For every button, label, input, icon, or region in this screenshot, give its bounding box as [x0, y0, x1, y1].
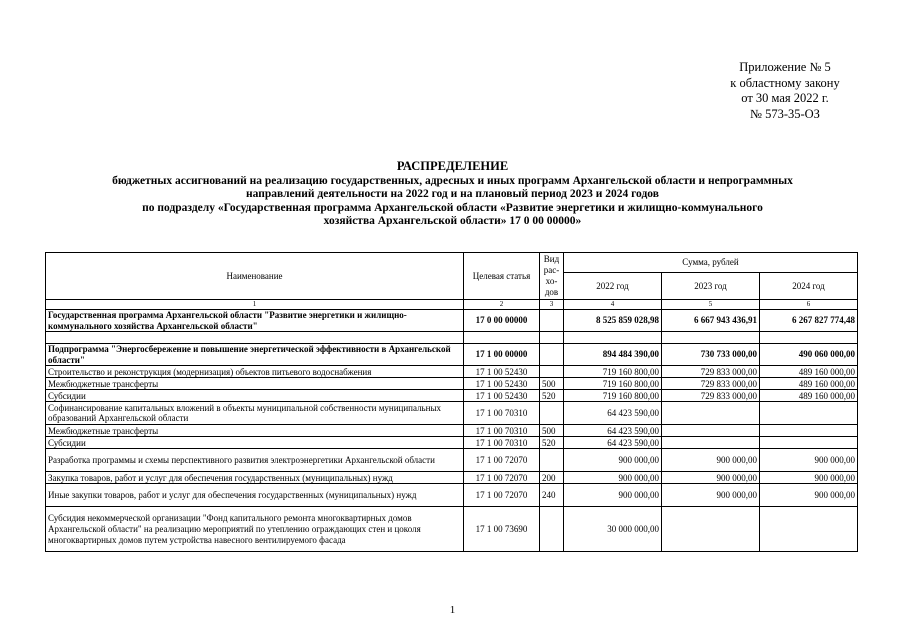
- row-amount-2022: 8 525 859 028,98: [564, 310, 662, 332]
- table-row: [46, 402, 858, 425]
- row-name: Субсидии: [46, 390, 464, 402]
- table-row: [46, 344, 858, 366]
- row-amount-2024: 489 160 000,00: [760, 390, 858, 402]
- appendix-reference: [700, 60, 870, 122]
- row-target-article: 17 1 00 72070: [464, 484, 540, 507]
- row-amount-2023: 6 667 943 436,91: [662, 310, 760, 332]
- row-expense-type: [540, 310, 564, 332]
- column-number-row: [46, 300, 858, 310]
- column-number: 2: [464, 300, 540, 310]
- column-number: 3: [540, 300, 564, 310]
- row-amount-2023: 900 000,00: [662, 472, 760, 484]
- row-amount-2023: 729 833 000,00: [662, 378, 760, 390]
- row-amount-2023: [662, 402, 760, 425]
- row-amount-2023: 729 833 000,00: [662, 366, 760, 378]
- spacer-row: [46, 332, 858, 344]
- row-target-article: 17 1 00 73690: [464, 507, 540, 552]
- row-name: Субсидия некоммерческой организации "Фонд капитального ремонта многоквартирных домов Архангельской области" на реализацию мероприятий по утеплению ограждающих стен и цоколя многоквартирных домов путем устройства навесного вентилируемого фасада: [46, 507, 464, 552]
- row-target-article: 17 1 00 70310: [464, 425, 540, 437]
- row-expense-type: [540, 507, 564, 552]
- appendix-law-number: № 573-35-ОЗ: [750, 106, 820, 121]
- table-row: [46, 437, 858, 449]
- table-row: [46, 472, 858, 484]
- row-amount-2022: 900 000,00: [564, 484, 662, 507]
- row-name: Государственная программа Архангельской области "Развитие энергетики и жилищно-коммунального хозяйства Архангельской области": [46, 310, 464, 332]
- row-expense-type: [540, 344, 564, 366]
- row-amount-2024: 490 060 000,00: [760, 344, 858, 366]
- table-row: [46, 449, 858, 472]
- row-amount-2024: 489 160 000,00: [760, 378, 858, 390]
- title-heading: РАСПРЕДЕЛЕНИЕ: [396, 159, 509, 173]
- document-title: [40, 160, 865, 229]
- row-amount-2023: [662, 437, 760, 449]
- row-name: Софинансирование капитальных вложений в объекты муниципальной собственности муниципальных образований Архангельской области: [46, 402, 464, 425]
- row-amount-2022: 64 423 590,00: [564, 437, 662, 449]
- row-name: Подпрограмма "Энергосбережение и повышение энергетической эффективности в Архангельской области": [46, 344, 464, 366]
- row-expense-type: [540, 449, 564, 472]
- header-name: Наименование: [46, 253, 464, 300]
- row-expense-type: [540, 366, 564, 378]
- row-amount-2024: 6 267 827 774,48: [760, 310, 858, 332]
- row-amount-2022: 64 423 590,00: [564, 425, 662, 437]
- row-name: Закупка товаров, работ и услуг для обеспечения государственных (муниципальных) нужд: [46, 472, 464, 484]
- table-row: [46, 310, 858, 332]
- appendix-date: от 30 мая 2022 г.: [741, 91, 829, 105]
- row-expense-type: [540, 402, 564, 425]
- page-number: 1: [449, 604, 456, 616]
- row-target-article: 17 1 00 72070: [464, 472, 540, 484]
- row-target-article: 17 1 00 72070: [464, 449, 540, 472]
- title-line-3: по подразделу «Государственная программа Архангельской области «Развитие энергетики и жилищно-коммунального: [142, 201, 763, 214]
- row-amount-2022: 900 000,00: [564, 449, 662, 472]
- row-amount-2022: 894 484 390,00: [564, 344, 662, 366]
- row-amount-2023: 900 000,00: [662, 449, 760, 472]
- row-amount-2024: 900 000,00: [760, 484, 858, 507]
- row-name: Межбюджетные трансферты: [46, 425, 464, 437]
- row-amount-2024: [760, 425, 858, 437]
- row-amount-2024: [760, 402, 858, 425]
- row-amount-2024: 489 160 000,00: [760, 366, 858, 378]
- row-expense-type: 500: [540, 378, 564, 390]
- appendix-law: к областному закону: [730, 75, 840, 90]
- row-amount-2024: 900 000,00: [760, 472, 858, 484]
- header-year-2023: 2023 год: [662, 273, 760, 300]
- column-number: 5: [662, 300, 760, 310]
- title-line-1: бюджетных ассигнований на реализацию государственных, адресных и иных программ Архангельской области и непрограммных: [112, 174, 793, 187]
- row-target-article: 17 1 00 70310: [464, 402, 540, 425]
- row-amount-2022: 719 160 800,00: [564, 366, 662, 378]
- row-target-article: 17 1 00 52430: [464, 378, 540, 390]
- row-amount-2023: [662, 425, 760, 437]
- row-expense-type: 520: [540, 437, 564, 449]
- header-year-2024: 2024 год: [760, 273, 858, 300]
- row-target-article: 17 1 00 00000: [464, 344, 540, 366]
- table-row: [46, 390, 858, 402]
- row-expense-type: 520: [540, 390, 564, 402]
- row-amount-2023: 729 833 000,00: [662, 390, 760, 402]
- row-amount-2023: 730 733 000,00: [662, 344, 760, 366]
- table-row: [46, 378, 858, 390]
- header-expense-type: Вид рас- хо- дов: [540, 253, 564, 300]
- row-amount-2024: [760, 437, 858, 449]
- row-target-article: 17 1 00 70310: [464, 437, 540, 449]
- row-target-article: 17 0 00 00000: [464, 310, 540, 332]
- budget-table: [45, 252, 858, 552]
- row-target-article: 17 1 00 52430: [464, 366, 540, 378]
- row-amount-2024: 900 000,00: [760, 449, 858, 472]
- table-row: [46, 366, 858, 378]
- table-row: [46, 484, 858, 507]
- row-name: Строительство и реконструкция (модернизация) объектов питьевого водоснабжения: [46, 366, 464, 378]
- title-line-2: направлений деятельности на 2022 год и на плановый период 2023 и 2024 годов: [246, 188, 659, 200]
- row-target-article: 17 1 00 52430: [464, 390, 540, 402]
- row-expense-type: 500: [540, 425, 564, 437]
- row-name: Межбюджетные трансферты: [46, 378, 464, 390]
- row-amount-2022: 64 423 590,00: [564, 402, 662, 425]
- row-name: Субсидии: [46, 437, 464, 449]
- title-line-4: хозяйства Архангельской области» 17 0 00 00000»: [323, 215, 582, 227]
- row-expense-type: 200: [540, 472, 564, 484]
- table-row: [46, 507, 858, 552]
- column-number: 4: [564, 300, 662, 310]
- row-amount-2023: [662, 507, 760, 552]
- row-amount-2022: 719 160 800,00: [564, 390, 662, 402]
- appendix-number: Приложение № 5: [739, 60, 831, 74]
- row-amount-2022: 30 000 000,00: [564, 507, 662, 552]
- row-amount-2022: 900 000,00: [564, 472, 662, 484]
- header-sum: Сумма, рублей: [564, 253, 858, 273]
- row-name: Иные закупки товаров, работ и услуг для обеспечения государственных (муниципальных) нужд: [46, 484, 464, 507]
- column-number: 1: [46, 300, 464, 310]
- table-row: [46, 425, 858, 437]
- row-amount-2022: 719 160 800,00: [564, 378, 662, 390]
- row-amount-2023: 900 000,00: [662, 484, 760, 507]
- header-year-2022: 2022 год: [564, 273, 662, 300]
- row-name: Разработка программы и схемы перспективного развития электроэнергетики Архангельской области: [46, 449, 464, 472]
- header-target-article: Целевая статья: [464, 253, 540, 300]
- row-expense-type: 240: [540, 484, 564, 507]
- row-amount-2024: [760, 507, 858, 552]
- column-number: 6: [760, 300, 858, 310]
